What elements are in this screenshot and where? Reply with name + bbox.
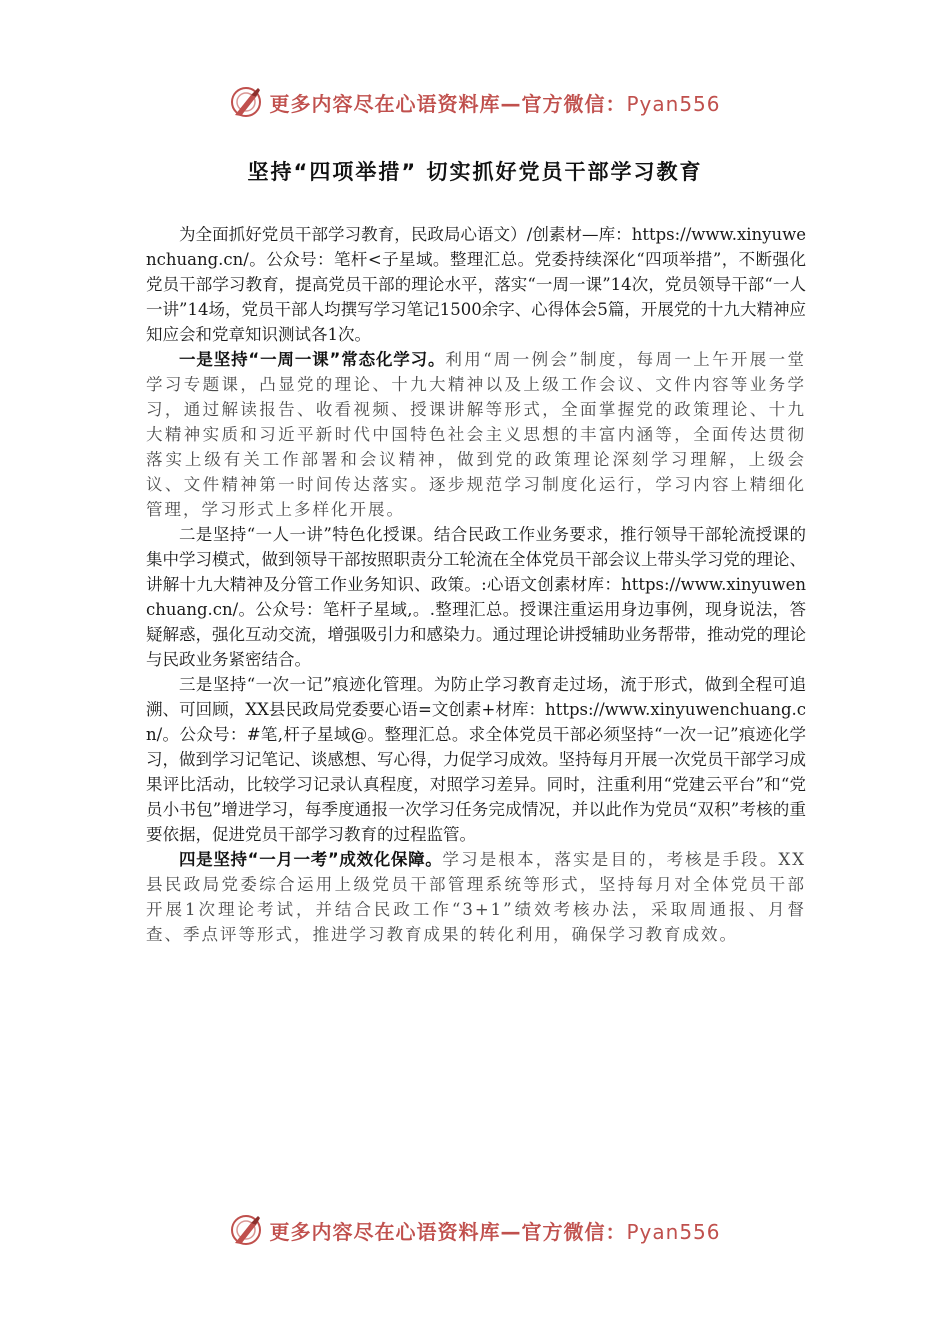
paragraph-body: 二是坚持“一人一讲”特色化授课。结合民政工作业务要求，推行领导干部轮流授课的集中学习模式，做到领导干部按照职责分工轮流在全体党员干部会议上带头学习党的理论、讲解十九大精神及分管工作业务知识、政策。:心语文创素材库：https://www.xinyuwenchuang.cn/。公众号：笔杆子星域,。.整理汇总。授课注重运用身边事例，现身说法，答疑解惑，强化互动交流，增强吸引力和感染力。通过理论讲授辅助业务帮带，推动党的理论与民政业务紧密结合。 xyxy=(146,525,806,669)
paragraph-body: 学习是根本，落实是目的，考核是手段。XX县民政局党委综合运用上级党员干部管理系统等形式，坚持每月对全体党员干部开展1次理论考试，并结合民政工作“3+1”绩效考核办法，采取周通报、月督查、季点评等形式，推进学习教育成果的转化利用，确保学习教育成效。 xyxy=(146,850,806,944)
pen-quill-logo-icon xyxy=(229,1213,263,1247)
banner-wechat-id: Pyan556 xyxy=(626,1219,721,1244)
header-banner xyxy=(0,82,950,122)
paragraph-intro xyxy=(146,222,806,347)
paragraph-measure-4 xyxy=(146,847,806,947)
paragraph-body: 利用“周一例会”制度，每周一上午开展一堂学习专题课，凸显党的理论、十九大精神以及上级工作会议、文件内容等业务学习，通过解读报告、收看视频、授课讲解等形式，全面掌握党的政策理论、十九大精神实质和习近平新时代中国特色社会主义思想的丰富内涵等，全面传达贯彻落实上级有关工作部署和会议精神，做到党的政策理论深刻学习理解，上级会议、文件精神第一时间传达落实。逐步规范学习制度化运行，学习内容上精细化管理，学习形式上多样化开展。 xyxy=(146,350,806,519)
paragraph-body: 为全面抓好党员干部学习教育，民政局心语文）/创素材—库：https://www.xinyuwenchuang.cn/。公众号：笔杆<子星域。整理汇总。党委持续深化“四项举措”，不断强化党员干部学习教育，提高党员干部的理论水平，落实“一周一课”14次，党员领导干部“一人一讲”14场，党员干部人均撰写学习笔记1500余字、心得体会5篇，开展党的十九大精神应知应会和党章知识测试各1次。 xyxy=(146,225,806,344)
paragraph-measure-3 xyxy=(146,672,806,847)
paragraph-lead: 四是坚持“一月一考”成效化保障。 xyxy=(179,850,443,869)
banner-wechat-id: Pyan556 xyxy=(626,91,721,116)
pen-quill-logo-icon xyxy=(229,85,263,119)
paragraph-measure-1 xyxy=(146,347,806,522)
document-body xyxy=(146,222,806,947)
paragraph-lead: 一是坚持“一周一课”常态化学习。 xyxy=(179,350,446,369)
banner-text: 更多内容尽在心语资料库—官方微信：Pyan556 xyxy=(269,1219,721,1244)
paragraph-measure-2 xyxy=(146,522,806,672)
footer-banner xyxy=(0,1210,950,1250)
document-title: 坚持“四项举措” 切实抓好党员干部学习教育 xyxy=(247,160,703,184)
paragraph-body: 三是坚持“一次一记”痕迹化管理。为防止学习教育走过场，流于形式，做到全程可追溯、可回顾，XX县民政局党委要心语=文创素+材库：https://www.xinyuwenchuang.cn/。公众号：#笔,杆子星域@。整理汇总。求全体党员干部必须坚持“一次一记”痕迹化学习，做到学习记笔记、谈感想、写心得，力促学习成效。坚持每月开展一次党员干部学习成果评比活动，比较学习记录认真程度，对照学习差异。同时，注重利用“党建云平台”和“党员小书包”增进学习，每季度通报一次学习任务完成情况，并以此作为党员“双积”考核的重要依据，促进党员干部学习教育的过程监管。 xyxy=(146,675,806,844)
banner-text: 更多内容尽在心语资料库—官方微信：Pyan556 xyxy=(269,91,721,116)
